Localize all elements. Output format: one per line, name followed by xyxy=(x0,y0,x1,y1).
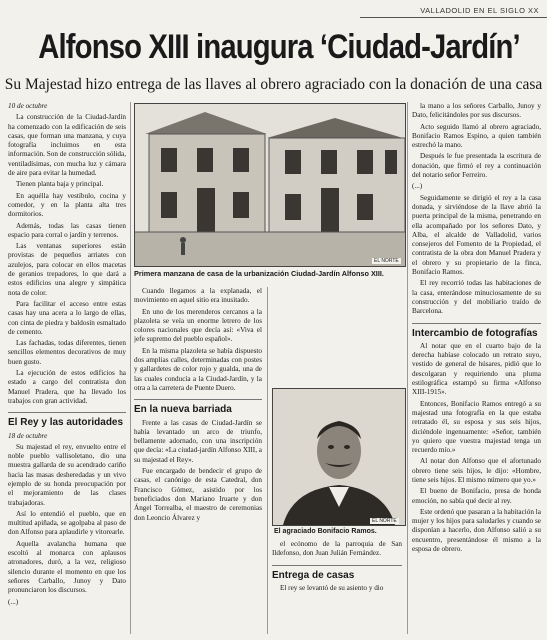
paragraph: el ecónomo de la parroquia de San Ildefonso, don Juan Julián Fernández. xyxy=(272,540,402,558)
paragraph: Este ordenó que pasaran a la habitación la mujer y los hijos para saludarles y cuando se disponían a hacerlo, don Alfonso salió a su encuentro, presentándose él mismo a la esposa de obrero. xyxy=(412,507,541,554)
paragraph: El bueno de Bonifacio, presa de honda emoción, no sabía qué decir al rey. xyxy=(412,487,541,505)
portrait-photo xyxy=(272,388,406,526)
subhead: Su Majestad hizo entrega de las llaves al obrero agraciado con la donación de una casa xyxy=(4,76,543,93)
paragraph: El rey se levantó de su asiento y dio xyxy=(280,583,384,592)
houses-photo xyxy=(134,103,406,267)
paragraph: Al notar don Alfonso que el afortunado obrero tiene seis hijos, le dijo: «Hombre, tiene seis hijos. El mismo número que yo.» xyxy=(412,457,541,484)
paragraph: La ejecución de estos edificios ha estado a cargo del contratista don Manuel Pradera, que ha llevado los trabajos con gran actividad. xyxy=(8,369,126,405)
paragraph: Frente a las casas de Ciudad-Jardín se había levantado un arco de triunfo, bellamente adornado, con una inscripción que decía: «La ciudad-jardín Alfonso XIII, a su majestad el Rey». xyxy=(134,418,262,464)
header-rule xyxy=(360,17,547,18)
paragraph: Tienen planta baja y principal. xyxy=(16,180,104,189)
section-heading: Intercambio de fotografías xyxy=(412,323,541,338)
dateline: 18 de octubre xyxy=(8,431,48,440)
paragraph: Cuando llegamos a la explanada, el movimiento en aquel sitio era inusitado. xyxy=(134,287,262,305)
paragraph: Acto seguido llamó al obrero agraciado, Bonifacio Ramos Espino, a quien también estrechó la mano. xyxy=(412,122,541,150)
paragraph: Así lo entendió el pueblo, que en multitud apiñada, se agolpaba al paso de don Alfonso para aplaudirle y vitorearle. xyxy=(8,509,126,537)
paragraph: Fue encargado de bendecir el grupo de casas, el canónigo de esta Catedral, don Francisco Gómez, asistido por los beneficiados don Mariano Iruarte y don Ángel Torrealba, el maestro de ceremonias don Leoncio Álvarez y xyxy=(134,467,262,522)
paragraph: la mano a los señores Carballo, Junoy y Dato, felicitándoles por sus discursos. xyxy=(412,102,541,120)
paragraph: En uno de los merenderos cercanos a la plazoleta se veía un enorme letrero de los colores nacionales que decía así: «Viva el jefe supremo del pueblo español». xyxy=(134,307,262,344)
paragraph: Además, todas las casas tienen espacio para corral o jardín y terrenos. xyxy=(8,221,126,239)
section-heading: El Rey y las autoridades xyxy=(8,412,126,427)
paragraph: (...) xyxy=(8,597,19,606)
houses-illustration xyxy=(135,104,405,266)
paragraph: En la misma plazoleta se había dispuesto dos amplias calles, determinadas con postes y gallardetes de color rojo y gualda, una de las cuales conducía a la Ciudad-Jardín, y la otra a la carretera de Puente Duero. xyxy=(134,346,262,392)
paragraph: Al notar que en el cuarto bajo de la derecha habíase colocado un retrato suyo, vestido de general de húsares, pidió que lo descolgaran y requiriendo una pluma estilográfica estampó su firma «Alfonso XIII-1915». xyxy=(412,341,541,397)
column-1 xyxy=(8,102,126,634)
paragraph: Después le fue presentada la escritura de donación, que firmó el rey a continuación del notario señor Ferreiro. xyxy=(412,152,541,180)
headline: Alfonso XIII inaugura ‘Ciudad-Jardín’ xyxy=(38,28,520,66)
paragraph: En aquélla hay vestíbulo, cocina y comedor, y en la planta alta tres dormitorios. xyxy=(8,191,126,219)
column-3 xyxy=(272,540,402,634)
column-2 xyxy=(134,287,262,634)
column-4 xyxy=(412,102,541,634)
paragraph: Las ventanas superiores están provistas de pequeños arriates con azulejos, para colocar en ellos macetas de geranios trepadores, lo que dará a estos edificios una alegre y simpática nota de color. xyxy=(8,242,126,297)
paragraph: Su majestad el rey, envuelto entre el noble pueblo vallisoletano, dio una muestra gallarda de su acendrado cariño hacia las masas desheredadas y un vivo ejemplo de su honda preocupación por el mejoramiento de las clases trabajadoras. xyxy=(8,442,126,507)
paragraph: (...) xyxy=(412,182,423,191)
photo-caption: Primera manzana de casa de la urbanización Ciudad-Jardín Alfonso XIII. xyxy=(134,269,384,278)
paragraph: La construcción de la Ciudad-Jardín ha comenzado con la edificación de seis casas, que forman una manzana, y cuya fotografía incluimos en esta información. Son de construcción sólida, ventiladísimas, con mucha luz y cámara de aire para evitar la humedad. xyxy=(8,113,126,178)
column-rule xyxy=(267,287,268,634)
paragraph: Las fachadas, todas diferentes, tienen sencillos elementos decorativos de muy buen gusto. xyxy=(8,339,126,366)
paragraph: Para facilitar el acceso entre estas casas hay una acera a lo largo de ellas, con cinta de piedra y baldosín esmaltado de cemento. xyxy=(8,299,126,336)
paragraph: El rey recorrió todas las habitaciones de la casa, enterándose minuciosamente de su construcción y del mobiliario traído de Barcelona. xyxy=(412,279,541,316)
paragraph: Aquella avalancha humana que escoltó al monarca con aplausos atronadores, duró, a la vez, religioso silencio durante el momento en que los señores Carballo, Junoy y Dato pronunciaron los discursos. xyxy=(8,539,126,595)
photo-credit: EL NORTE xyxy=(374,258,399,264)
dateline: 10 de octubre xyxy=(8,102,48,110)
column-rule xyxy=(407,102,408,634)
section-heading: Entrega de casas xyxy=(272,565,402,580)
paragraph: Entonces, Bonifacio Ramos entregó a su majestad una fotografía en la que estaba retratado él, su esposa y sus seis hijos, diciéndole ingenuamente: «Señor, también yo quiero que vuestra majestad tenga un recuerdo mío.» xyxy=(412,399,541,455)
photo-caption: El agraciado Bonifacio Ramos. xyxy=(274,528,377,535)
paragraph: Seguidamente se dirigió el rey a la casa donada, y sirviéndose de la llave abrió la puerta principal de la misma, penetrando en ella acompañado por los señores Dato, y Alba, el alcalde de Valladolid, varios consejeros del Fomento de la Propiedad, el contratista de la obra don Manuel Pradera y el obrero y su propietario de la finca, Bonifacio Ramos. xyxy=(412,193,541,277)
section-heading: En la nueva barriada xyxy=(134,399,262,414)
running-head: VALLADOLID EN EL SIGLO XX xyxy=(420,6,539,15)
portrait-illustration xyxy=(273,389,405,525)
column-rule xyxy=(130,102,131,634)
photo-credit: EL NORTE xyxy=(372,518,397,524)
